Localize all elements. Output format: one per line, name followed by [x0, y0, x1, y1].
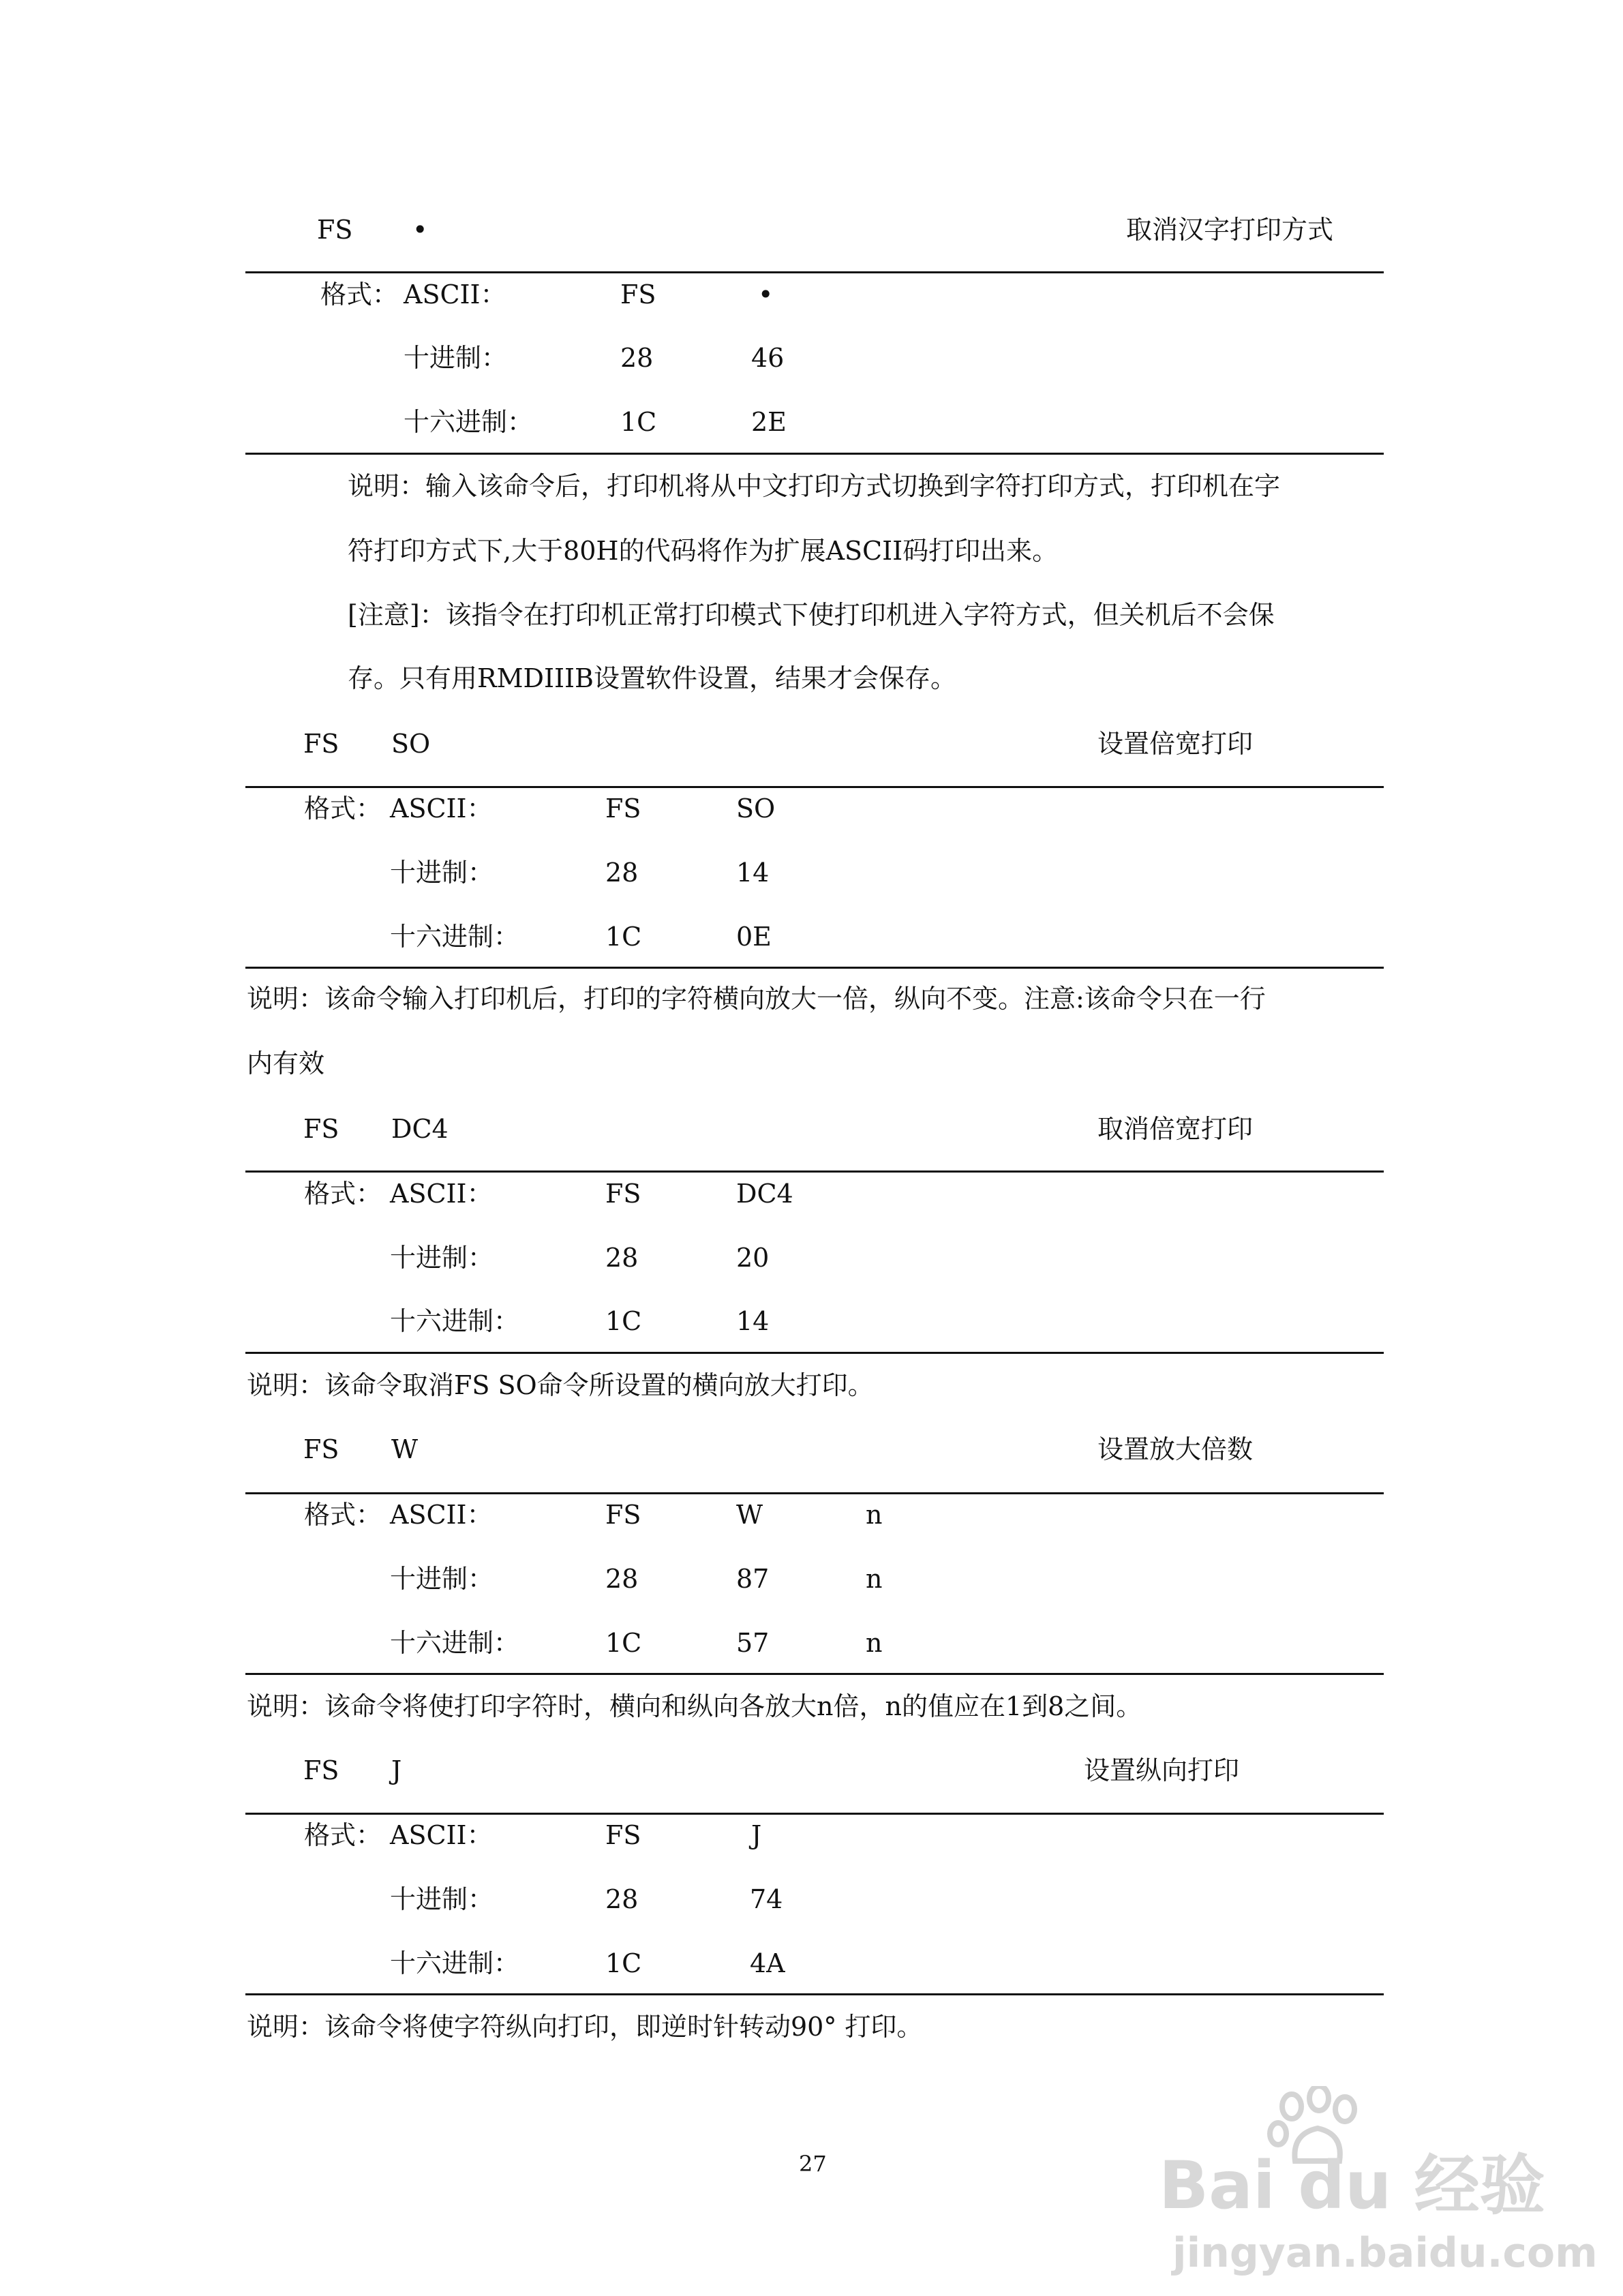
command-param: •	[412, 215, 428, 245]
dec-value: 74	[750, 1884, 783, 1914]
description-line: 存。只有用RMDIIIB设置软件设置，结果才会保存。	[348, 663, 956, 693]
watermark-logo: Bai du 经验	[1159, 2147, 1545, 2224]
dec-label: 十进制：	[404, 343, 508, 373]
description-line: 说明：该命令将使打印字符时，横向和纵向各放大n倍，n的值应在1到8之间。	[247, 1691, 1142, 1721]
dec-value: 28	[605, 1564, 639, 1594]
command-title: 设置纵向打印	[1084, 1755, 1240, 1785]
hex-label: 十六进制：	[390, 1306, 520, 1336]
hex-value: 1C	[605, 1306, 642, 1336]
command-param: DC4	[391, 1114, 449, 1144]
dec-value: 20	[736, 1243, 770, 1273]
format-label: 格式：	[304, 1820, 382, 1850]
hex-value: 1C	[605, 922, 642, 952]
ascii-label: ASCII：	[390, 794, 493, 824]
dec-value: 87	[736, 1564, 770, 1594]
command-param: SO	[391, 729, 431, 759]
table-bottom-rule	[245, 453, 1384, 455]
command-code: FS	[303, 1114, 339, 1144]
dec-value: 28	[605, 858, 639, 888]
watermark-url: jingyan.baidu.com	[1172, 2229, 1598, 2277]
command-title: 取消倍宽打印	[1097, 1114, 1254, 1144]
format-label: 格式：	[304, 1179, 382, 1209]
description-line: 说明：该命令取消FS SO命令所设置的横向放大打印。	[247, 1370, 874, 1400]
table-bottom-rule	[245, 967, 1384, 969]
dec-label: 十进制：	[390, 1884, 494, 1914]
table-bottom-rule	[245, 1352, 1384, 1354]
page-number: 27	[799, 2151, 827, 2177]
command-title: 取消汉字打印方式	[1126, 215, 1334, 245]
dec-label: 十进制：	[390, 1243, 494, 1273]
table-bottom-rule	[245, 1993, 1384, 1995]
dec-label: 十进制：	[390, 858, 494, 888]
hex-value: 14	[736, 1306, 770, 1336]
ascii-value: FS	[605, 1500, 641, 1530]
hex-label: 十六进制：	[390, 1628, 520, 1658]
table-top-rule	[245, 271, 1384, 273]
hex-label: 十六进制：	[390, 1948, 520, 1978]
ascii-value: SO	[736, 794, 776, 824]
table-top-rule	[245, 786, 1384, 788]
dec-value: 28	[605, 1884, 639, 1914]
dec-value: 46	[751, 343, 785, 373]
description-line: 内有效	[247, 1048, 325, 1078]
format-label: 格式：	[320, 280, 399, 309]
hex-value: 2E	[751, 407, 787, 437]
hex-value: 4A	[750, 1948, 785, 1978]
ascii-label: ASCII：	[390, 1820, 493, 1850]
ascii-label: ASCII：	[404, 280, 506, 309]
hex-label: 十六进制：	[390, 922, 520, 952]
hex-value: 1C	[605, 1948, 642, 1978]
format-label: 格式：	[304, 794, 382, 824]
hex-value: n	[866, 1628, 883, 1658]
command-code: FS	[303, 1434, 339, 1464]
description-line: 说明：该命令将使字符纵向打印，即逆时针转动90° 打印。	[247, 2012, 923, 2042]
dec-value: 14	[736, 858, 770, 888]
command-title: 设置倍宽打印	[1097, 729, 1254, 759]
command-code: FS	[303, 729, 339, 759]
table-top-rule	[245, 1492, 1384, 1494]
dec-value: 28	[605, 1243, 639, 1273]
ascii-value: FS	[605, 1179, 641, 1209]
command-param: W	[391, 1434, 419, 1464]
hex-value: 57	[736, 1628, 770, 1658]
description-line: 说明：输入该命令后，打印机将从中文打印方式切换到字符打印方式，打印机在字	[348, 471, 1281, 501]
ascii-value: J	[751, 1820, 762, 1850]
ascii-value: •	[758, 280, 774, 309]
ascii-label: ASCII：	[390, 1500, 493, 1530]
command-code: FS	[317, 215, 353, 245]
ascii-label: ASCII：	[390, 1179, 493, 1209]
hex-value: 1C	[605, 1628, 642, 1658]
ascii-value: n	[866, 1500, 883, 1530]
table-bottom-rule	[245, 1673, 1384, 1675]
dec-label: 十进制：	[390, 1564, 494, 1594]
description-line: 符打印方式下,大于80H的代码将作为扩展ASCII码打印出来。	[348, 536, 1059, 566]
dec-value: n	[866, 1564, 883, 1594]
table-top-rule	[245, 1813, 1384, 1815]
dec-value: 28	[620, 343, 654, 373]
ascii-value: FS	[605, 1820, 641, 1850]
format-label: 格式：	[304, 1500, 382, 1530]
description-line: [注意]：该指令在打印机正常打印模式下使打印机进入字符方式，但关机后不会保	[348, 600, 1275, 630]
table-top-rule	[245, 1170, 1384, 1173]
hex-label: 十六进制：	[404, 407, 534, 437]
ascii-value: DC4	[736, 1179, 793, 1209]
hex-value: 1C	[620, 407, 657, 437]
ascii-value: W	[736, 1500, 763, 1530]
hex-value: 0E	[736, 922, 772, 952]
ascii-value: FS	[605, 794, 641, 824]
ascii-value: FS	[620, 280, 656, 309]
command-param: J	[391, 1755, 402, 1785]
command-code: FS	[303, 1755, 339, 1785]
command-title: 设置放大倍数	[1097, 1434, 1254, 1464]
description-line: 说明：该命令输入打印机后，打印的字符横向放大一倍，纵向不变。注意:该命令只在一行	[247, 984, 1266, 1014]
